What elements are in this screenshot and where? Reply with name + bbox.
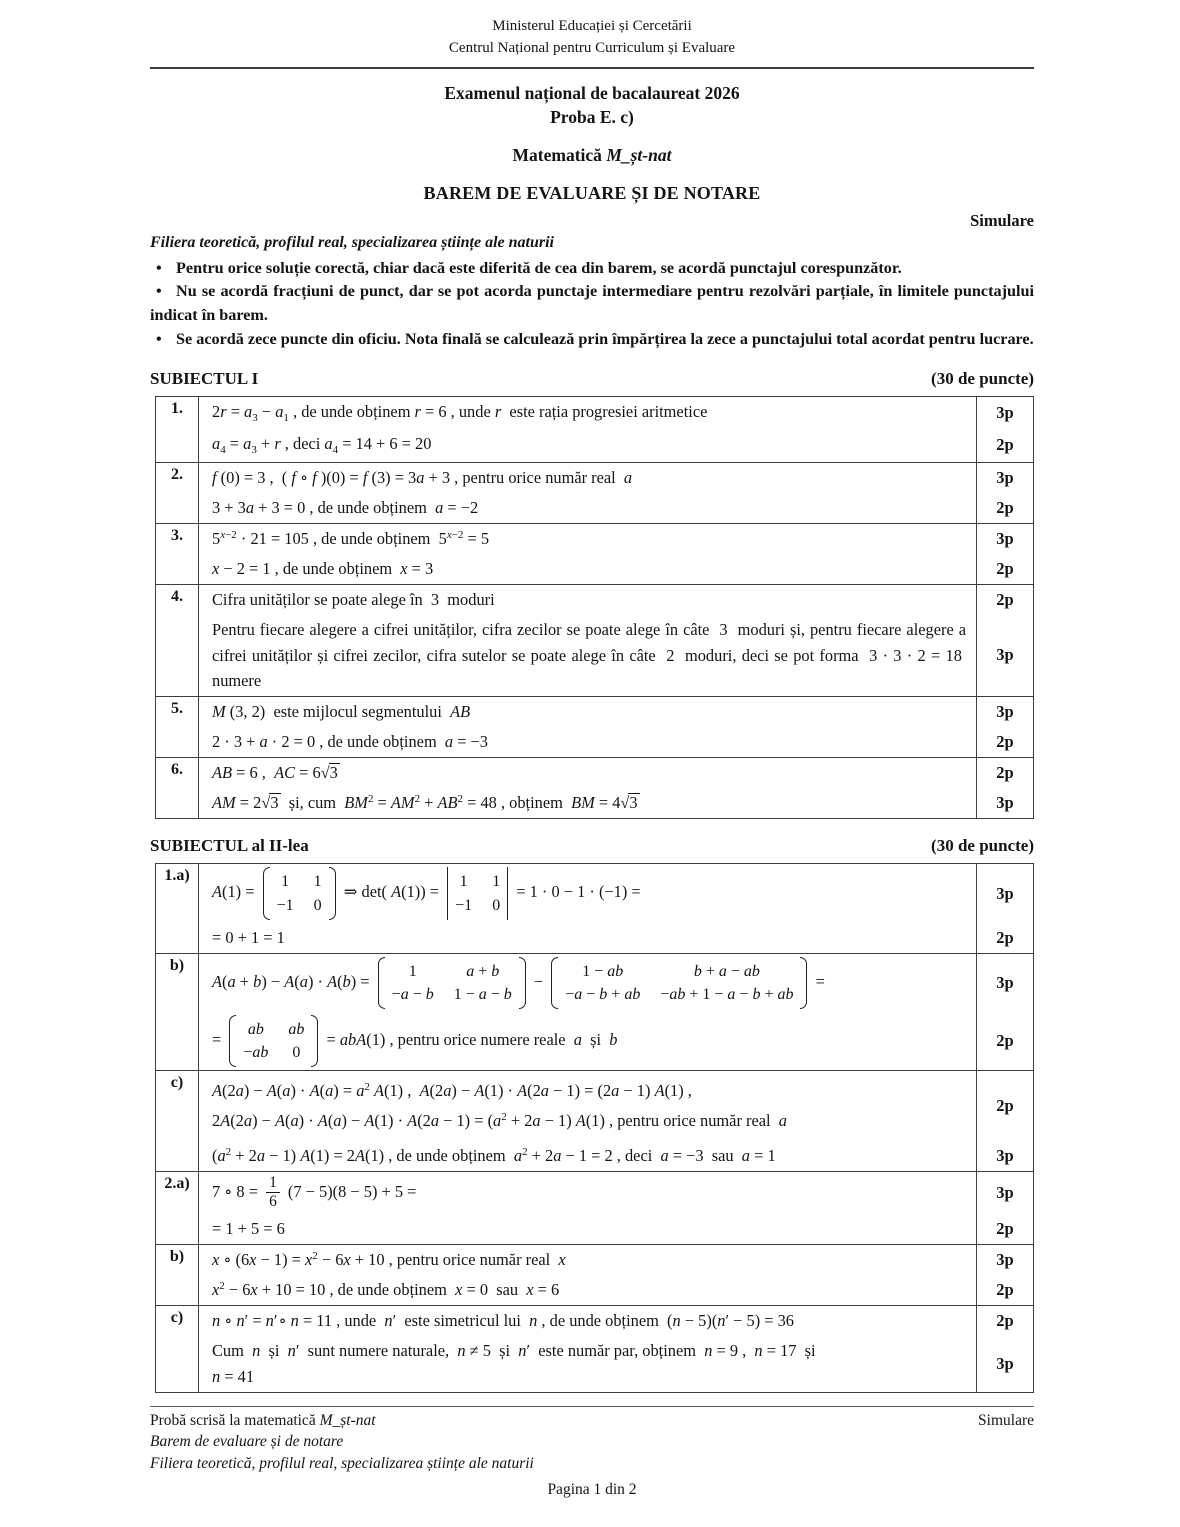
solution-text: $(a^2 + 2a - 1) A(1) = 2A(1)$ , de unde obținem $a^2 + 2a - 1 = 2$ , deci a = −3 sau a = 1 — [212, 1145, 776, 1165]
solution-part — [199, 1245, 1033, 1275]
grading-rules-list — [150, 257, 1034, 352]
footer-subject-code: M_șt-nat — [319, 1411, 376, 1429]
solution-part — [199, 727, 1033, 757]
table-row — [156, 584, 1033, 697]
footer-session-label: Simulare — [978, 1411, 1034, 1429]
row-number: b) — [156, 1245, 199, 1305]
table-row — [156, 462, 1033, 523]
bullet-item: • Pentru orice soluție corectă, chiar dacă este diferită de cea din barem, se acordă punctajul corespunzător. — [150, 257, 1034, 281]
solution-content — [199, 1336, 976, 1392]
row-number: 3. — [156, 524, 199, 584]
solution-text: = ab ab −ab 0 = abA(1) , pentru orice numere reale a și b — [212, 1014, 966, 1068]
solution-part — [199, 788, 1033, 818]
exam-title: Examenul național de bacalaureat 2026 — [444, 82, 740, 103]
row-parts — [199, 463, 1033, 523]
section-title: SUBIECTUL I — [150, 368, 259, 388]
row-parts — [199, 1306, 1033, 1392]
solution-part — [199, 1012, 1033, 1070]
row-number: 1.a) — [156, 864, 199, 952]
points-cell: 3p — [976, 864, 1033, 922]
solution-part — [199, 697, 1033, 727]
solution-part — [199, 585, 1033, 615]
page-number: Pagina 1 din 2 — [547, 1480, 637, 1498]
section-heading — [150, 369, 1034, 389]
solution-content — [199, 554, 976, 584]
solution-part — [199, 493, 1033, 523]
solution-content — [199, 1245, 976, 1275]
solution-part — [199, 463, 1033, 493]
footer-divider — [150, 1406, 1034, 1407]
row-number: 2.a) — [156, 1172, 199, 1244]
table-row — [156, 523, 1033, 584]
points-cell: 3p — [976, 1336, 1033, 1392]
solution-text: = 1 + 5 = 6 — [212, 1219, 285, 1239]
row-number: c) — [156, 1071, 199, 1170]
section-heading — [150, 836, 1034, 856]
subject-code: M_șt-nat — [606, 145, 672, 166]
solution-text: 7 ∘ 8 = $\frac{1}{6}$ (7 − 5)(8 − 5) + 5 = — [212, 1173, 417, 1211]
row-number: c) — [156, 1306, 199, 1392]
table-row — [156, 864, 1033, 952]
solution-part — [199, 554, 1033, 584]
barem-table — [155, 396, 1034, 820]
bullet-item: • Se acordă zece puncte din oficiu. Nota finală se calculează prin împărțirea la zece a punctajului total acordat pentru lucrare. — [150, 328, 1034, 352]
points-cell: 3p — [976, 463, 1033, 493]
solution-text: A(1) = 1 1 −1 0 ⇒ det( A(1)) = 1 1 −1 0 = 1 · 0 − 1 · (−1) = — [212, 866, 966, 920]
solution-content — [199, 524, 976, 554]
solution-part — [199, 923, 1033, 953]
footer-proba — [150, 1410, 376, 1431]
row-parts — [199, 758, 1033, 818]
points-cell: 2p — [976, 1214, 1033, 1244]
solution-text: = 0 + 1 = 1 — [212, 927, 285, 947]
points-cell: 3p — [976, 788, 1033, 818]
points-cell: 2p — [976, 493, 1033, 523]
solution-content — [199, 1172, 976, 1214]
barem-table — [155, 863, 1034, 1393]
ministry-line2: Centrul Național pentru Curriculum și Evaluare — [448, 39, 736, 56]
solution-content — [199, 463, 976, 493]
row-parts — [199, 1245, 1033, 1305]
solution-part — [199, 1336, 1033, 1392]
proba-title: Proba E. c) — [550, 107, 634, 128]
table-row — [156, 397, 1033, 462]
solution-text: $5^{x-2} \cdot 21 = 105$ , de unde obținem $5^{x-2} = 5$ — [212, 528, 490, 548]
points-cell: 2p — [976, 1012, 1033, 1070]
points-cell: 3p — [976, 1245, 1033, 1275]
solution-content — [199, 615, 976, 697]
solution-content — [199, 585, 976, 615]
solution-text: x − 2 = 1 , de unde obținem x = 3 — [212, 558, 434, 578]
solution-part — [199, 864, 1033, 922]
solution-text: 3 + 3a + 3 = 0 , de unde obținem a = −2 — [212, 497, 479, 517]
solution-part — [199, 429, 1033, 461]
points-cell: 2p — [976, 1275, 1033, 1305]
solution-text: Pentru fiecare alegere a cifrei unităților, cifra zecilor se poate alege în câte 3 moduri și, pentru fiecare alegere a cifrei unităților și cifrei zecilor, cifra sutelor se poate alege în câte 2 moduri, deci se pot forma 3 · 3 · 2 = 18 numere — [212, 619, 966, 691]
session-label: Simulare — [970, 211, 1034, 231]
row-parts — [199, 585, 1033, 697]
solution-content — [199, 758, 976, 788]
solution-text: M (3, 2) este mijlocul segmentului AB — [212, 702, 471, 722]
solution-part — [199, 1275, 1033, 1305]
solution-text: Cifra unităților se poate alege în 3 moduri — [212, 589, 495, 609]
bullet-icon: • — [156, 330, 162, 349]
solution-part — [199, 524, 1033, 554]
solution-part — [199, 397, 1033, 429]
row-parts — [199, 1071, 1033, 1170]
solution-text: f (0) = 3 , ( f ∘ f )(0) = f (3) = 3a + 3 , pentru orice număr real a — [212, 467, 633, 487]
solution-content — [199, 1306, 976, 1336]
row-number: 1. — [156, 397, 199, 462]
solution-text: A(a + b) − A(a) · A(b) = 1 a + b −a − b 1 − a − b − 1 − ab b + a − ab −a − b + ab −ab + 1 − a − b + ab = — [212, 956, 966, 1010]
row-parts — [199, 397, 1033, 462]
footer-line-1 — [150, 1410, 1034, 1431]
points-cell: 3p — [976, 697, 1033, 727]
solution-content — [199, 1012, 976, 1070]
solution-part — [199, 615, 1033, 697]
solution-content — [199, 727, 976, 757]
solution-content — [199, 429, 976, 461]
bullet-item: • Nu se acordă fracțiuni de punct, dar se pot acorda punctaje intermediare pentru rezolvări parțiale, în limitele punctajului indicat în barem. — [150, 282, 1034, 325]
points-cell: 2p — [976, 429, 1033, 461]
table-row — [156, 1305, 1033, 1392]
footer-line-2: Barem de evaluare și de notare — [150, 1433, 344, 1451]
solution-content — [199, 493, 976, 523]
row-parts — [199, 954, 1033, 1071]
points-cell: 2p — [976, 585, 1033, 615]
section-points: (30 de puncte) — [931, 836, 1034, 856]
table-row — [156, 953, 1033, 1071]
footer-line-3: Filiera teoretică, profilul real, specializarea științe ale naturii — [150, 1454, 534, 1472]
points-cell: 2p — [976, 1306, 1033, 1336]
solution-content — [199, 923, 976, 953]
section-title: SUBIECTUL al II-lea — [150, 836, 309, 856]
solution-text: Cum n și n′ sunt numere naturale, n ≠ 5 și n′ este număr par, obținem n = 9 , n = 17 și n = 41 — [212, 1341, 816, 1386]
bullet-icon: • — [156, 282, 162, 301]
ministry-line1: Ministerul Educației și Cercetării — [492, 18, 692, 34]
points-cell: 3p — [976, 524, 1033, 554]
table-row — [156, 757, 1033, 818]
row-number: 4. — [156, 585, 199, 697]
solution-text: n ∘ n′ = n′∘ n = 11 , unde n′ este simetricul lui n , de unde obținem (n − 5)(n′ − 5) = 36 — [212, 1311, 795, 1331]
solution-content — [199, 788, 976, 818]
points-cell: 3p — [976, 1141, 1033, 1171]
solution-content — [199, 397, 976, 429]
ministry-header — [150, 16, 1034, 60]
section-points: (30 de puncte) — [931, 368, 1034, 388]
table-row — [156, 1244, 1033, 1305]
row-number: b) — [156, 954, 199, 1071]
solution-part — [199, 1071, 1033, 1140]
solution-content — [199, 1141, 976, 1171]
points-cell: 2p — [976, 923, 1033, 953]
footer — [150, 1406, 1034, 1499]
points-cell: 2p — [976, 1071, 1033, 1140]
solution-content — [199, 1275, 976, 1305]
table-row — [156, 696, 1033, 757]
points-cell: 3p — [976, 954, 1033, 1012]
barem-title: BAREM DE EVALUARE ȘI DE NOTARE — [423, 183, 761, 204]
header-divider — [150, 67, 1034, 69]
subject-title — [150, 145, 1034, 166]
row-number: 6. — [156, 758, 199, 818]
solution-text: $x^2 - 6x + 10 = 10$ , de unde obținem x = 0 sau x = 6 — [212, 1280, 560, 1300]
row-parts — [199, 524, 1033, 584]
bullet-icon: • — [156, 258, 162, 277]
solution-text: $2r = a_3 - a_1$ , de unde obținem r = 6 , unde r este rația progresiei aritmetice — [212, 401, 708, 424]
row-parts — [199, 697, 1033, 757]
filiera-note: Filiera teoretică, profilul real, specializarea științe ale naturii — [150, 234, 554, 252]
points-cell: 2p — [976, 727, 1033, 757]
solution-part — [199, 1172, 1033, 1214]
table-row — [156, 1171, 1033, 1244]
solution-part — [199, 1214, 1033, 1244]
solution-content — [199, 954, 976, 1012]
row-number: 5. — [156, 697, 199, 757]
solution-text: $a_4 = a_3 + r$ , deci $a_4 = 14 + 6 = 20$ — [212, 434, 432, 457]
solution-part — [199, 758, 1033, 788]
table-row — [156, 1070, 1033, 1170]
solution-text: AM = 2√3 și, cum $BM^2 = AM^2 + AB^2 = 48$ , obținem BM = 4√3 — [212, 793, 638, 813]
subject-label: Matematică — [512, 145, 607, 166]
footer-proba-text: Probă scrisă la matematică — [150, 1411, 320, 1429]
solution-text: AB = 6 , AC = 6√3 — [212, 763, 338, 783]
solution-content — [199, 1071, 976, 1140]
solution-content — [199, 864, 976, 922]
points-cell: 2p — [976, 758, 1033, 788]
row-parts — [199, 864, 1033, 952]
solution-content — [199, 697, 976, 727]
solution-content — [199, 1214, 976, 1244]
solution-text: $A(2a) - A(a) \cdot A(a) = a^2$ A(1) , A(2a) − A(1) · A(2a − 1) = (2a − 1) A(1) , $2A(2a) - A(a) \cdot A(a) - A(1) \cdot A(2a - 1) = (a^2 + 2a - 1)$ A(1) , pentru orice număr real a — [212, 1080, 787, 1131]
points-cell: 3p — [976, 397, 1033, 429]
solution-text: 2 · 3 + a · 2 = 0 , de unde obținem a = −3 — [212, 732, 488, 752]
solution-part — [199, 954, 1033, 1012]
points-cell: 3p — [976, 1172, 1033, 1214]
row-number: 2. — [156, 463, 199, 523]
row-parts — [199, 1172, 1033, 1244]
sections-container — [150, 369, 1034, 1393]
solution-part — [199, 1306, 1033, 1336]
title-block — [150, 81, 1034, 205]
solution-text: x ∘ $(6x - 1) = x^2 - 6x + 10$ , pentru orice număr real x — [212, 1250, 566, 1270]
points-cell: 3p — [976, 615, 1033, 697]
points-cell: 2p — [976, 554, 1033, 584]
solution-part — [199, 1141, 1033, 1171]
